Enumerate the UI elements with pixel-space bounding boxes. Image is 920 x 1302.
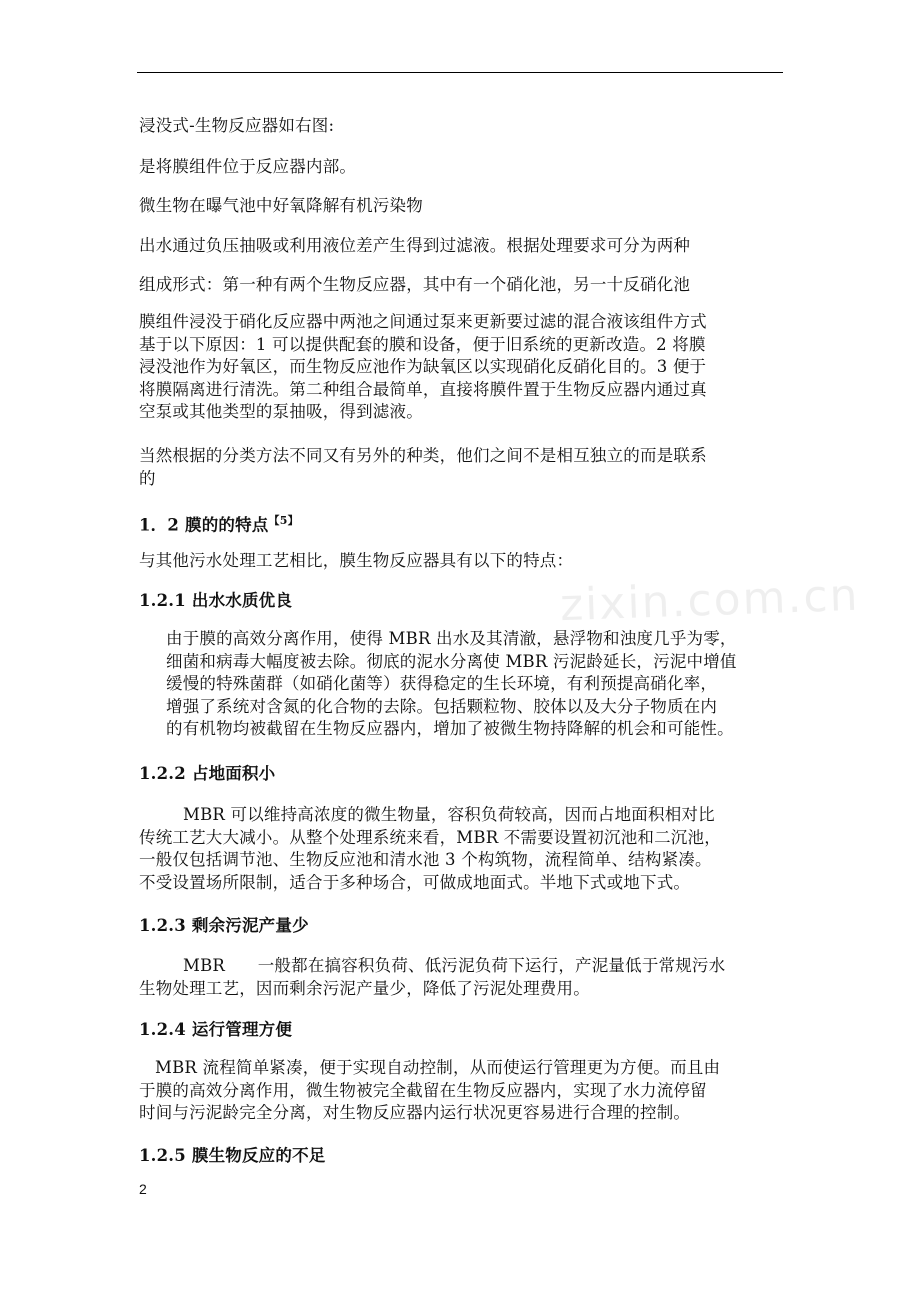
classification-paragraph <box>139 445 707 490</box>
paragraph-line: 由于膜的高效分离作用，使得 MBR 出水及其清澈，悬浮物和浊度几乎为零， <box>166 629 737 648</box>
header-rule <box>137 72 783 73</box>
paragraph-line: MBR 可以维持高浓度的微生物量，容积负荷较高，因而占地面积相对比 <box>183 805 715 824</box>
paragraph-line: 生物处理工艺，因而剩余污泥产量少，降低了污泥处理费用。 <box>139 978 590 998</box>
intro-line-5: 组成形式：第一种有两个生物反应器，其中有一个硝化池，另一十反硝化池 <box>139 275 691 294</box>
intro-line-4: 出水通过负压抽吸或利用液位差产生得到过滤液。根据处理要求可分为两种 <box>139 236 691 255</box>
paragraph-line: 浸没池作为好氧区，而生物反应池作为缺氧区以实现硝化反硝化目的。3 便于 <box>139 357 707 376</box>
paragraph-line: 的有机物均被截留在生物反应器内，增加了被微生物持降解的机会和可能性。 <box>166 719 734 738</box>
page-number: 2 <box>139 1181 147 1197</box>
paragraph-line: 基于以下原因：1 可以提供配套的膜和设备，便于旧系统的更新改造。2 将膜 <box>139 334 706 354</box>
section-heading-1-2 <box>139 510 299 537</box>
subsection-heading-1-2-1: 1.2.1 出水水质优良 <box>139 591 293 610</box>
section-title: 1．2 膜的的特点 <box>139 515 269 535</box>
citation-reference: 【5】 <box>268 514 299 527</box>
subsection-1-2-3-body <box>139 955 725 1000</box>
paragraph-line: MBR 流程简单紧凑，便于实现自动控制，从而使运行管理更为方便。而且由 <box>155 1058 721 1077</box>
paragraph-line: 膜组件浸没于硝化反应器中两池之间通过泵来更新要过滤的混合液该组件方式 <box>139 312 707 331</box>
intro-line-1: 浸没式-生物反应器如右图: <box>139 116 335 135</box>
paragraph-line: 不受设置场所限制，适合于多种场合，可做成地面式。半地下式或地下式。 <box>139 872 691 892</box>
paragraph-line: 当然根据的分类方法不同又有另外的种类，他们之间不是相互独立的而是联系 <box>139 446 707 465</box>
paragraph-line: 将膜隔离进行清洗。第二种组合最简单，直接将膜件置于生物反应器内通过真 <box>139 379 707 399</box>
paragraph-line: 细菌和病毒大幅度被去除。彻底的泥水分离使 MBR 污泥龄延长，污泥中增值 <box>166 651 737 671</box>
paragraph-line: 缓慢的特殊菌群（如硝化菌等）获得稳定的生长环境，有利预提高硝化率， <box>166 674 718 693</box>
subsection-1-2-1-body <box>166 628 737 741</box>
paragraph-line: 传统工艺大大减小。从整个处理系统来看，MBR 不需要设置初沉池和二沉池， <box>139 827 721 847</box>
intro-line-3: 微生物在曝气池中好氧降解有机污染物 <box>139 196 423 215</box>
paragraph-line: 于膜的高效分离作用，微生物被完全截留在生物反应器内，实现了水力流停留 <box>139 1080 707 1100</box>
watermark: zixin.com.cn <box>559 569 861 632</box>
subsection-heading-1-2-5: 1.2.5 膜生物反应的不足 <box>139 1146 326 1165</box>
subsection-1-2-4-body <box>139 1057 720 1125</box>
paragraph-line: 一般仅包括调节池、生物反应池和清水池 3 个构筑物，流程简单、结构紧凑。 <box>139 850 712 869</box>
membrane-paragraph <box>139 311 707 424</box>
paragraph-line: MBR 一般都在搞容积负荷、低污泥负荷下运行，产泥量低于常规污水 <box>183 956 726 975</box>
subsection-heading-1-2-3: 1.2.3 剩余污泥产量少 <box>139 916 309 935</box>
paragraph-line: 空泵或其他类型的泵抽吸，得到滤液。 <box>139 402 423 421</box>
section-intro: 与其他污水处理工艺相比，膜生物反应器具有以下的特点： <box>139 551 574 570</box>
subsection-heading-1-2-2: 1.2.2 占地面积小 <box>139 764 276 783</box>
subsection-1-2-2-body <box>139 804 721 894</box>
paragraph-line: 增强了系统对含氮的化合物的去除。包括颗粒物、胶体以及大分子物质在内 <box>166 696 718 716</box>
intro-line-2: 是将膜组件位于反应器内部。 <box>139 157 357 176</box>
subsection-heading-1-2-4: 1.2.4 运行管理方便 <box>139 1020 293 1039</box>
paragraph-line: 时间与污泥龄完全分离，对生物反应器内运行状况更容易进行合理的控制。 <box>139 1103 691 1122</box>
paragraph-line: 的 <box>139 468 156 488</box>
